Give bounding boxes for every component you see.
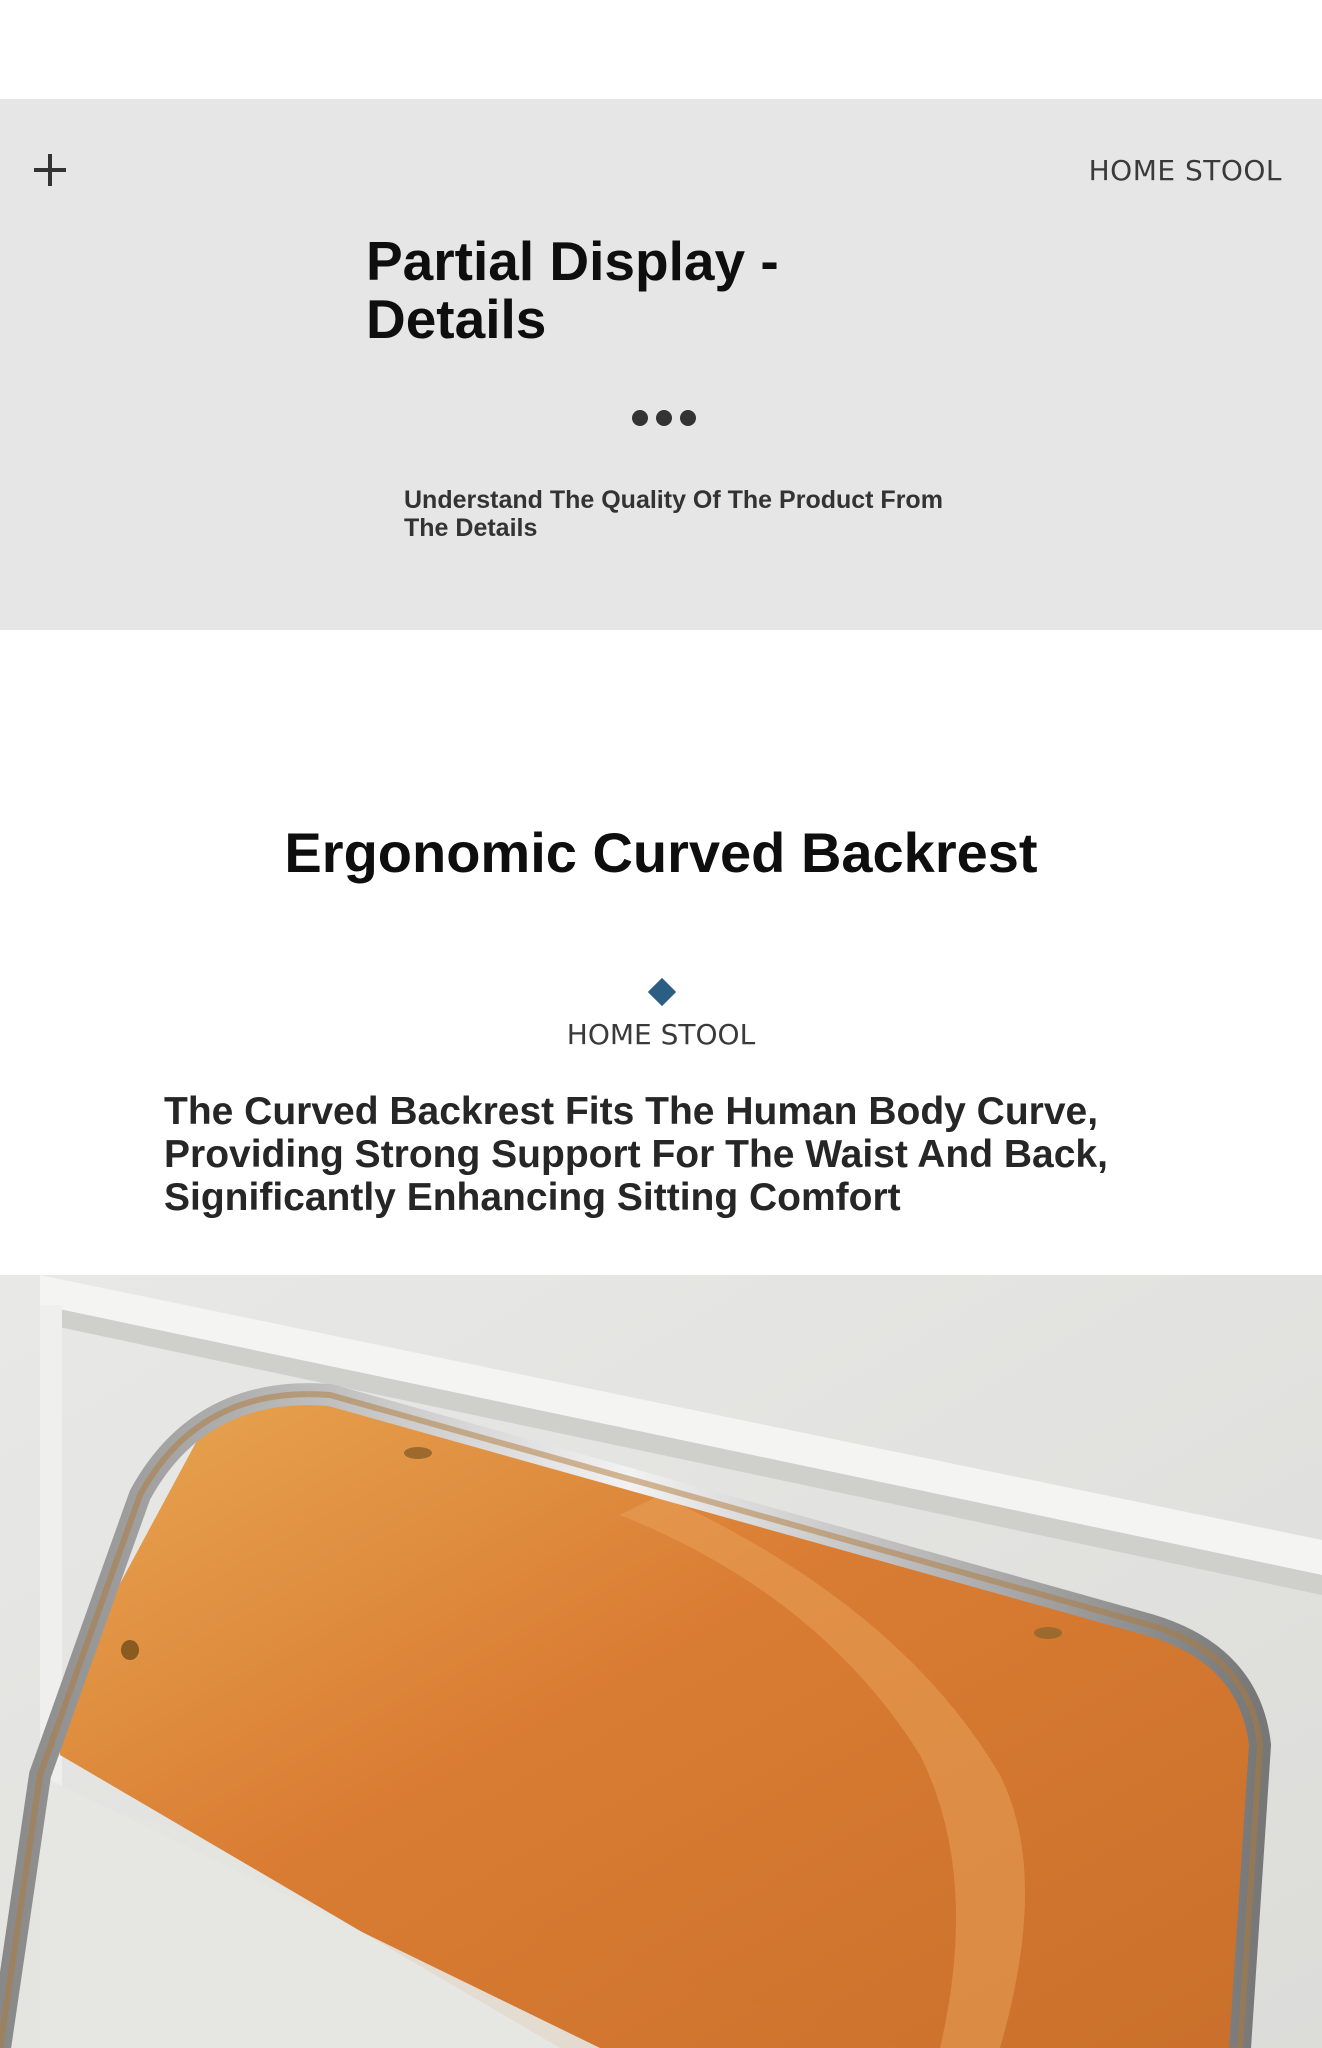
- plus-icon[interactable]: [34, 154, 66, 186]
- ellipsis-icon: [632, 410, 696, 426]
- banner-title: Partial Display - Details: [366, 230, 779, 350]
- feature-description: The Curved Backrest Fits The Human Body Curve, Providing Strong Support For The Waist And Back, Significantly Enhancing Sitting Comfort: [164, 1090, 1108, 1219]
- product-photo: [0, 1275, 1322, 2048]
- brand-label: HOME STOOL: [1088, 154, 1282, 187]
- diamond-icon: [648, 978, 676, 1006]
- banner-subtitle: Understand The Quality Of The Product From The Details: [404, 486, 943, 542]
- backrest-illustration: [0, 1275, 1322, 2048]
- top-spacer: [0, 0, 1322, 99]
- dot: [680, 410, 696, 426]
- brand-label: HOME STOOL: [566, 1018, 756, 1051]
- dot: [632, 410, 648, 426]
- dot: [656, 410, 672, 426]
- feature-title: Ergonomic Curved Backrest: [284, 821, 1038, 884]
